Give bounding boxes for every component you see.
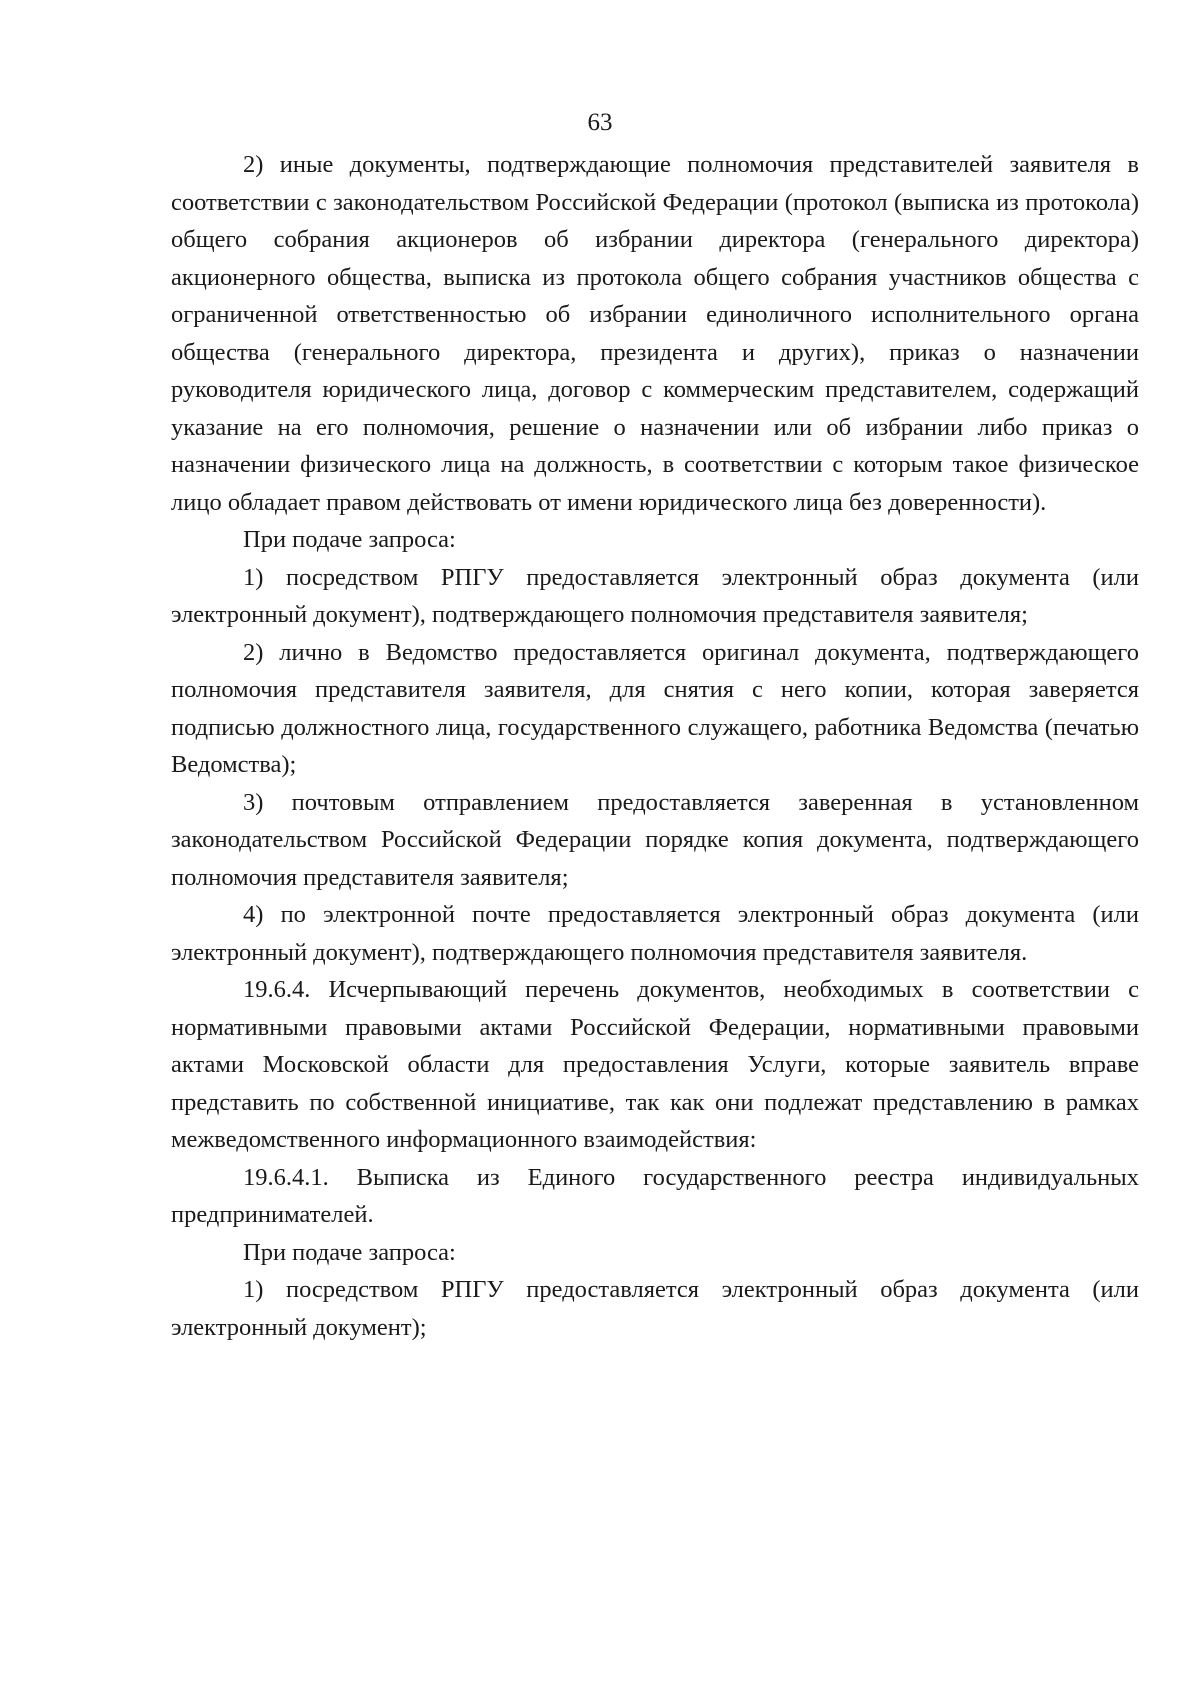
paragraph-section-19-6-4: 19.6.4. Исчерпывающий перечень документов, необходимых в соответствии с нормативными правовыми актами Российской Федерации, нормативными правовыми актами Московской области для предоставления Услуги, которые заявитель вправе представить по собственной инициативе, так как они подлежат представлению в рамках межведомственного информационного взаимодействия: xyxy=(171,976,1139,1153)
document-body xyxy=(171,146,1139,1346)
paragraph-item-rpgu-2: 1) посредством РПГУ предоставляется электронный образ документа (или электронный документ); xyxy=(171,1276,1139,1341)
paragraph-item-in-person: 2) лично в Ведомство предоставляется оригинал документа, подтверждающего полномочия представителя заявителя, для снятия с него копии, которая заверяется подписью должностного лица, государственного служащего, работника Ведомства (печатью Ведомства); xyxy=(171,638,1139,778)
paragraph-request-intro: При подаче запроса: xyxy=(243,526,456,553)
paragraph-item-postal: 3) почтовым отправлением предоставляется заверенная в установленном законодательством Российской Федерации порядке копия документа, подтверждающего полномочия представителя заявителя; xyxy=(171,788,1139,891)
paragraph-item-email: 4) по электронной почте предоставляется электронный образ документа (или электронный документ), подтверждающего полномочия представителя заявителя. xyxy=(171,901,1139,966)
paragraph-request-intro-2: При подаче запроса: xyxy=(243,1238,456,1266)
paragraph-section-19-6-4-1: 19.6.4.1. Выписка из Единого государственного реестра индивидуальных предпринимателей. xyxy=(171,1163,1139,1228)
page-number: 63 xyxy=(587,109,613,136)
paragraph-representative-documents: 2) иные документы, подтверждающие полномочия представителей заявителя в соответствии с законодательством Российской Федерации (протокол (выписка из протокола) общего собрания акционеров об избрании директора (генерального директора) акционерного общества, выписка из протокола общего собрания участников общества с ограниченной ответственностью об избрании единоличного исполнительного органа общества (генерального директора, президента и других), приказ о назначении руководителя юридического лица, договор с коммерческим представителем, содержащий указание на его полномочия, решение о назначении или об избрании либо приказ о назначении физического лица на должность, в соответствии с которым такое физическое лицо обладает правом действовать от имени юридического лица без доверенности). xyxy=(171,151,1139,516)
paragraph-item-rpgu: 1) посредством РПГУ предоставляется электронный образ документа (или электронный документ), подтверждающего полномочия представителя заявителя; xyxy=(171,563,1139,628)
